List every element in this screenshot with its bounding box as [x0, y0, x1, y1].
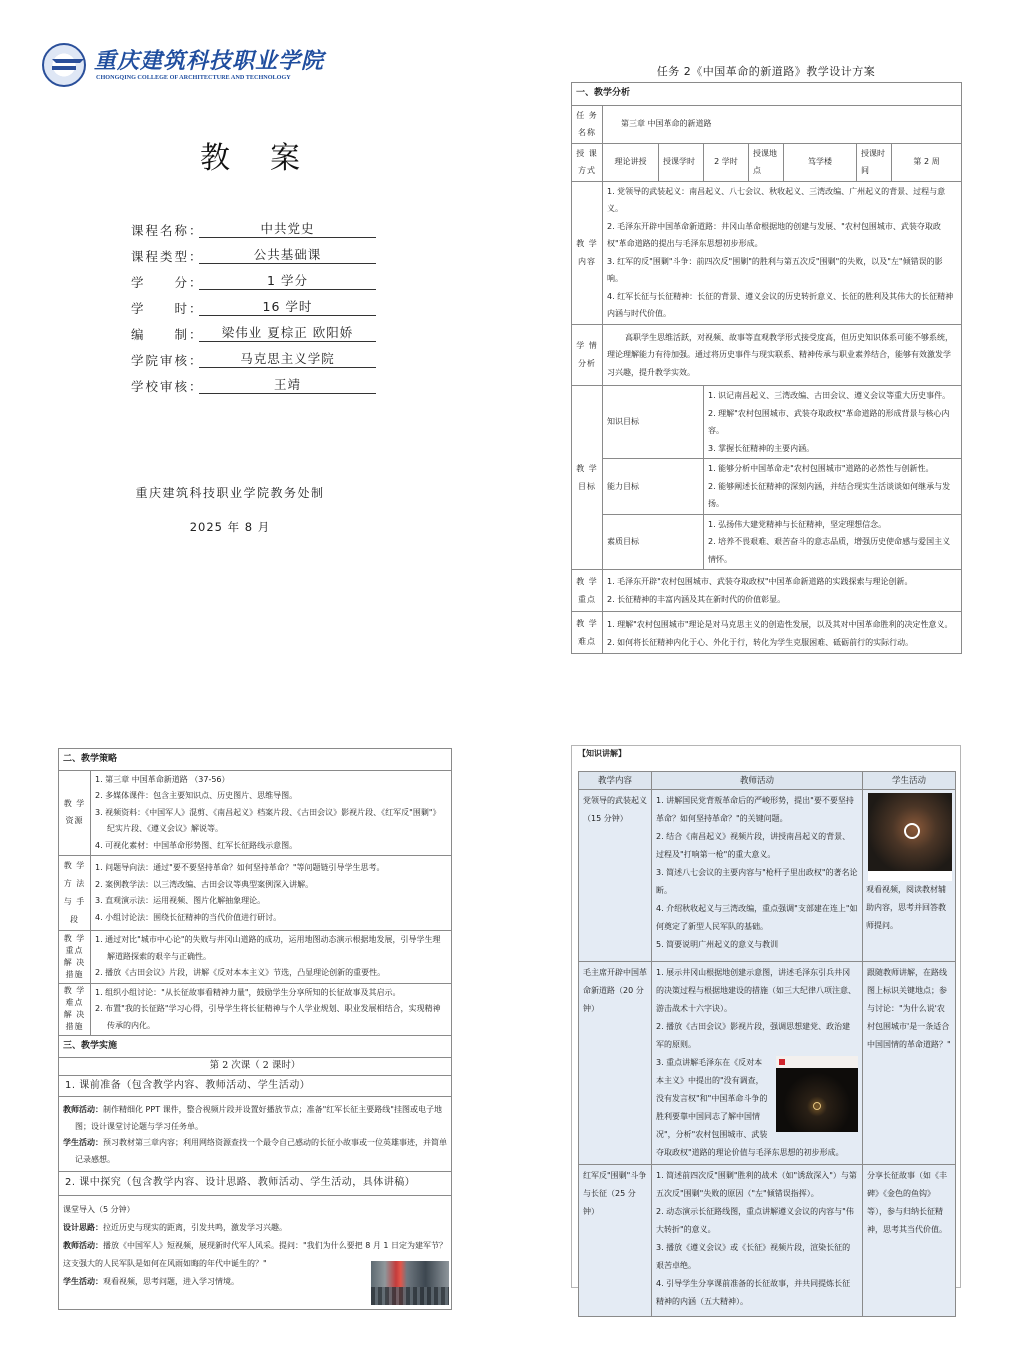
- topic-cell: 红军反"围剿"斗争与长征（25 分钟）: [579, 1165, 652, 1317]
- resource-item: 3. 视频资料：《中国军人》混剪、《南昌起义》档案片段、《古田会议》影视片段、《红军反"围剿"》纪实片段、《遵义会议》解说等。: [95, 807, 441, 833]
- teaching-time: 第 2 周: [892, 143, 962, 181]
- activity-label: 学生活动：: [63, 1277, 103, 1286]
- task-name: 第三章 中国革命的新道路: [603, 105, 962, 143]
- prep-heading: 1. 课前准备（包含教学内容、教师活动、学生活动）: [59, 1075, 452, 1097]
- info-row-school-review: [131, 349, 376, 375]
- content-item: 3. 红军的反"围剿"斗争：前四次反"围剿"的胜利与第五次反"围剿"的失败，以及"左"倾错误的影响。: [607, 256, 943, 283]
- teacher-step: 4. 引导学生分享课前准备的长征故事，并共同提炼长征精神的内涵（五大精神）。: [656, 1279, 851, 1306]
- gutian-video-thumbnail[interactable]: [776, 1056, 858, 1132]
- strategy-page: [58, 748, 451, 1310]
- analysis-table: [571, 82, 962, 654]
- nanchang-video-thumbnail[interactable]: [868, 793, 952, 871]
- row-label: 教 学 重点: [572, 570, 603, 612]
- topic-cell: 毛主席开辟中国革命新道路（20 分钟）: [579, 962, 652, 1165]
- section-heading: 二、教学策略: [59, 749, 452, 771]
- design-title: 任务 2《中国革命的新道路》教学设计方案: [656, 65, 876, 78]
- difficulty-measures: [91, 983, 452, 1036]
- column-header: 教学内容: [579, 772, 652, 790]
- info-row-credits: [131, 271, 376, 297]
- key-point: 2. 长征精神的丰富内涵及其在新时代的价值彰显。: [607, 594, 786, 604]
- logo-name-cn: 重庆建筑科技职业学院: [94, 48, 325, 74]
- video-caption: [868, 871, 952, 881]
- info-label: 学院审核：: [131, 353, 204, 368]
- teacher-step: 3. 简述八七会议的主要内容与"枪杆子里出政权"的著名论断。: [656, 868, 858, 895]
- row-label: 授 课 方式: [572, 143, 603, 181]
- method-item: 3. 直观演示法：运用视频、图片化解抽象理论。: [95, 896, 266, 905]
- row-label: 教 学 难点: [572, 612, 603, 654]
- college-seal-icon: [42, 43, 86, 87]
- teaching-resources: [91, 770, 452, 856]
- cover-page: [30, 35, 430, 555]
- teaching-mode: 理论讲授: [603, 143, 659, 181]
- student-cell: 分享长征故事（如《丰碑》《金色的鱼钩》等），参与归纳长征精神，思考其当代价值。: [863, 1165, 956, 1317]
- difficult-point: 2. 如何将长征精神内化于心、外化于行，转化为学生克服困难、砥砺前行的实际行动。: [607, 637, 914, 647]
- knowledge-table: [578, 771, 956, 1317]
- activity-label: 设计思路：: [63, 1223, 103, 1232]
- course-info: [131, 219, 376, 401]
- row-label: 教 学 资源: [59, 770, 91, 856]
- info-row-course-name: [131, 219, 376, 245]
- inquiry-content: [59, 1196, 452, 1310]
- info-label: 编 制：: [131, 327, 204, 342]
- goal-items: [704, 459, 962, 515]
- info-label: 学 分：: [131, 275, 204, 290]
- method-item: 2. 案例教学法：以三湾改编、古田会议等典型案例深入讲解。: [95, 879, 314, 889]
- issuer: 重庆建筑科技职业学院教务处制: [135, 486, 325, 500]
- knowledge-heading: 【知识讲解】: [578, 749, 626, 758]
- info-value: 1 学分: [199, 273, 376, 290]
- key-measures: [91, 931, 452, 984]
- teacher-step: 1. 简述前四次反"围剿"胜利的战术（如"诱敌深入"）与第五次反"围剿"失败的原因（"左"倾错误指挥）。: [656, 1171, 857, 1198]
- measure-item: 1. 通过对比"城市中心论"的失败与井冈山道路的成功，运用地图动态演示根据地发展，引导学生理解道路探索的艰辛与正确性。: [95, 935, 441, 961]
- teaching-content: [603, 181, 962, 324]
- army-parade-photo: [371, 1261, 449, 1305]
- info-value: 16 学时: [199, 299, 376, 316]
- strategy-table: [58, 748, 452, 1310]
- table-row: [579, 790, 956, 962]
- teacher-step: 2. 结合《南昌起义》视频片段，讲授南昌起义的背景、过程及"打响第一枪"的重大意义。: [656, 832, 851, 859]
- content-item: 2. 毛泽东开辟中国革命新道路：井冈山革命根据地的创建与发展、"农村包围城市、武装夺取政权"革命道路的提出与毛泽东思想初步形成。: [607, 221, 941, 248]
- column-header: 教师活动: [652, 772, 863, 790]
- method-item: 1. 问题导向法：通过"要不要坚持革命？如何坚持革命？"等问题链引导学生思考。: [95, 863, 385, 872]
- measure-item: 2. 布置"我的长征路"学习心得，引导学生将长征精神与个人学业规划、职业发展相结合，实现精神传承的内化。: [95, 1004, 441, 1030]
- knowledge-page: [571, 745, 961, 1306]
- inquiry-heading: 2. 课中探究（包含教学内容、设计思路、教师活动、学生活动，具体讲稿）: [59, 1172, 452, 1196]
- goal-item: 2. 理解"农村包围城市、武装夺取政权"革命道路的形成背景与核心内容。: [708, 408, 950, 435]
- cover-title: 教案: [200, 141, 340, 176]
- info-label: 课程类型：: [131, 249, 204, 264]
- logo-name-en: CHONGQING COLLEGE OF ARCHITECTURE AND TECHNOLOGY: [96, 74, 291, 81]
- teacher-cell: [652, 1165, 863, 1317]
- teaching-methods: [91, 856, 452, 931]
- activity-label: 教师活动：: [63, 1105, 103, 1114]
- prep-student: [63, 1135, 447, 1168]
- goal-name: 知识目标: [603, 386, 704, 459]
- measure-item: 1. 组织小组讨论："从长征故事看精神力量"，鼓励学生分享所知的长征故事及其启示。: [95, 987, 401, 997]
- student-cell: 跟随教师讲解，在路线图上标识关键地点；参与讨论："为什么说'农村包围城市'是一条适合中国国情的革命道路？": [863, 962, 956, 1165]
- resource-item: 1. 第三章 中国革命新道路 （37-56）: [95, 774, 230, 784]
- teaching-hours: 2 学时: [704, 143, 749, 181]
- goal-item: 3. 掌握长征精神的主要内涵。: [708, 443, 815, 453]
- field-label: 授课地点: [749, 143, 784, 181]
- measure-item: 2. 播放《古田会议》片段，讲解《反对本本主义》节选，凸显理论创新的重要性。: [95, 968, 386, 977]
- row-label: 学 情 分析: [572, 324, 603, 386]
- design-idea: [63, 1219, 447, 1237]
- info-value: 梁伟业 夏棕正 欧阳娇: [199, 325, 376, 342]
- content-item: 4. 红军长征与长征精神：长征的背景、遵义会议的历史转折意义、长征的胜利及其伟大的长征精神内涵与时代价值。: [607, 291, 954, 318]
- activity-text: 制作精细化 PPT 课件，整合视频片段并设置好播放节点；准备"红军长征主要路线"挂图或电子地图；设计课堂讨论题与学习任务单。: [75, 1105, 442, 1131]
- student-cell: [863, 790, 956, 962]
- info-value: 王靖: [199, 377, 376, 394]
- goal-name: 能力目标: [603, 459, 704, 515]
- teacher-step: 5. 简要说明广州起义的意义与教训: [656, 940, 779, 949]
- prep-activities: [59, 1097, 452, 1172]
- college-logo: [42, 43, 325, 89]
- goal-item: 2. 能够阐述长征精神的深刻内涵，并结合现实生活谈谈如何继承与发扬。: [708, 481, 951, 508]
- table-row: [579, 1165, 956, 1317]
- teacher-step: 4. 介绍秋收起义与三湾改编，重点强调"支部建在连上"如何奠定了新型人民军队的基础。: [656, 904, 858, 931]
- video-frame: [776, 1068, 858, 1132]
- topic-cell: 党领导的武装起义（15 分钟）: [579, 790, 652, 962]
- goal-item: 2. 培养不畏艰难、艰苦奋斗的意志品质，增强历史使命感与爱国主义情怀。: [708, 537, 951, 564]
- method-item: 4. 小组讨论法：围绕长征精神的当代价值进行研讨。: [95, 912, 282, 922]
- field-label: 授课学时: [659, 143, 704, 181]
- info-label: 学校审核：: [131, 379, 204, 394]
- resource-item: 2. 多媒体课件：包含主要知识点、历史图片、思维导图。: [95, 791, 298, 800]
- activity-text: 观看视频，思考问题，进入学习情境。: [103, 1277, 239, 1286]
- key-points: [603, 570, 962, 612]
- teacher-step: 2. 动态演示长征路线图，重点讲解遵义会议的内容与"伟大转折"的意义。: [656, 1207, 854, 1234]
- teacher-step: 3. 播放《遵义会议》或《长征》视频片段，渲染长征的艰苦卓绝。: [656, 1243, 851, 1270]
- goal-item: 1. 识记南昌起义、三湾改编、古田会议、遵义会议等重大历史事件。: [708, 391, 951, 400]
- info-value: 公共基础课: [199, 247, 376, 264]
- teacher-step: 1. 展示井冈山根据地创建示意图，讲述毛泽东引兵井冈的决策过程与根据地建设的措施（如三大纪律八项注意、游击战术十六字诀）。: [656, 968, 856, 1013]
- activity-text: 预习教材第三章内容；利用网络资源查找一个最令自己感动的长征小故事或一位英雄事迹，并简单记录感想。: [75, 1138, 447, 1164]
- teacher-cell: [652, 962, 863, 1165]
- info-row-hours: [131, 297, 376, 323]
- section-heading: 三、教学实施: [59, 1036, 452, 1058]
- teaching-place: 笃学楼: [784, 143, 857, 181]
- resource-item: 4. 可视化素材：中国革命形势图、红军长征路线示意图。: [95, 840, 298, 850]
- row-label: 任 务 名称: [572, 105, 603, 143]
- issue-date: 2025 年 8 月: [189, 520, 271, 534]
- row-label: 教 学 方 法 与 手 段: [59, 856, 91, 931]
- goal-item: 1. 能够分析中国革命走"农村包围城市"道路的必然性与创新性。: [708, 464, 934, 473]
- learner-analysis: 高职学生思维活跃，对视频、故事等直观教学形式接受度高，但历史知识体系可能不够系统，理论理解能力有待加强。通过将历史事件与现实联系、精神传承与职业素养结合，能够有效激发学习兴趣，提升教学实效。: [603, 324, 962, 386]
- goal-item: 1. 弘扬伟大建党精神与长征精神，坚定理想信念。: [708, 519, 887, 529]
- info-value: 马克思主义学院: [199, 351, 376, 368]
- goal-name: 素质目标: [603, 514, 704, 570]
- info-label: 课程名称：: [131, 223, 204, 238]
- goal-items: [704, 386, 962, 459]
- lesson-heading: 第 2 次课（ 2 课时）: [59, 1058, 452, 1076]
- key-point: 1. 毛泽东开辟"农村包围城市、武装夺取政权"中国革命新道路的实践探索与理论创新。: [607, 577, 913, 586]
- activity-text: 拉近历史与现实的距离，引发共鸣，激发学习兴趣。: [103, 1223, 287, 1232]
- row-label: 教 学 难点 解 决 措施: [59, 983, 91, 1036]
- teacher-cell: [652, 790, 863, 962]
- activity-label: 学生活动：: [63, 1138, 103, 1147]
- field-label: 授课时间: [857, 143, 892, 181]
- design-page: [571, 62, 961, 654]
- info-row-authors: [131, 323, 376, 349]
- teacher-step: 1. 讲解国民党背叛革命后的严峻形势，提出"要不要坚持革命？如何坚持革命？"的关键问题。: [656, 796, 854, 823]
- prep-teacher: [63, 1102, 447, 1135]
- row-label: 教 学 重点 解 决 措施: [59, 931, 91, 984]
- content-item: 1. 党领导的武装起义：南昌起义、八七会议、秋收起义、三湾改编、广州起义的背景、过程与意义。: [607, 186, 946, 213]
- difficult-point: 1. 理解"农村包围城市"理论是对马克思主义的创造性发展，以及其对中国革命胜利的决定性意义。: [607, 620, 953, 629]
- info-row-course-type: [131, 245, 376, 271]
- intro-label: 课堂导入（5 分钟）: [63, 1205, 135, 1214]
- info-label: 学 时：: [131, 301, 204, 316]
- table-row: [579, 962, 956, 1165]
- info-value: 中共党史: [199, 221, 376, 238]
- row-label: 教 学 目标: [572, 386, 603, 570]
- student-text: 观看视频，阅读教材辅助内容，思考并回答教师提问。: [866, 885, 946, 930]
- teacher-step: 3. 重点讲解毛泽东在《反对本本主义》中提出的"没有调查，没有发言权"和"中国革命斗争的胜利要靠中国同志了解中国情况"，分析"农村包围城市、武装夺取政权"道路的理论价值与毛泽东思想的初步形成。: [656, 1058, 844, 1157]
- activity-text: 播放《中国军人》短视频，展现新时代军人风采。提问："我们为什么要把 8 月 1 日定为建军节？这支强大的人民军队是如何在风雨如晦的年代中诞生的？": [63, 1241, 448, 1268]
- info-row-college-review: [131, 375, 376, 401]
- goal-items: [704, 514, 962, 570]
- column-header: 学生活动: [863, 772, 956, 790]
- activity-label: 教师活动：: [63, 1241, 103, 1250]
- difficult-points: [603, 612, 962, 654]
- section-heading: 一、教学分析: [572, 83, 962, 106]
- video-title-bar: [776, 1056, 858, 1068]
- row-label: 教 学 内容: [572, 181, 603, 324]
- teacher-step: 2. 播放《古田会议》影视片段，强调思想建党、政治建军的原则。: [656, 1022, 851, 1049]
